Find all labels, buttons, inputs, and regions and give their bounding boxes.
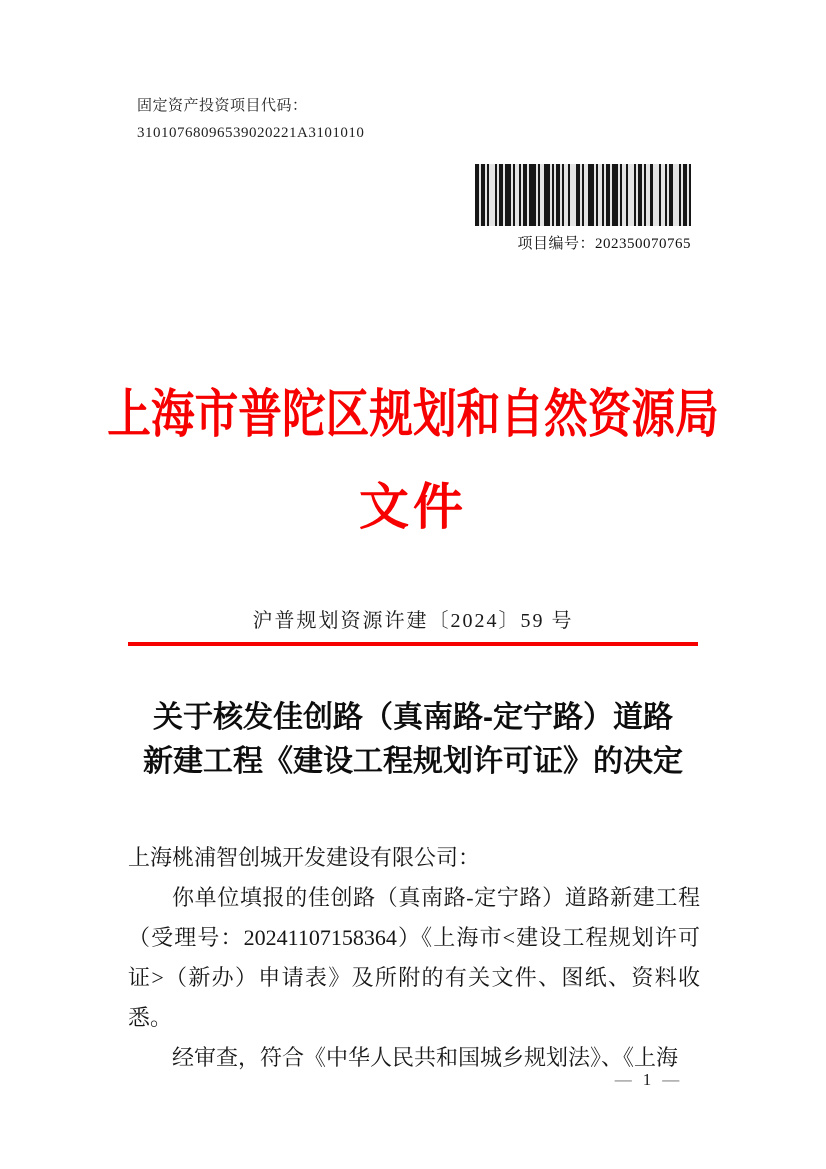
project-number-value: 202350070765 xyxy=(595,236,691,252)
salutation: 上海桃浦智创城开发建设有限公司： xyxy=(128,845,481,870)
red-divider-line xyxy=(128,642,698,646)
document-reference-number: 沪普规划资源许建〔2024〕59 号 xyxy=(252,610,574,632)
body-paragraph-1: 你单位填报的佳创路（真南路-定宁路）道路新建工程（受理号：20241107158364）《上海市<建设工程规划许可证>（新办）申请表》及所附的有关文件、图纸、资料收悉。 xyxy=(128,885,700,1030)
barcode-icon xyxy=(475,164,691,226)
document-title-line-1: 关于核发佳创路（真南路-定宁路）道路 xyxy=(153,701,673,734)
project-code-block xyxy=(137,93,364,147)
document-word: 文件 xyxy=(359,479,467,535)
page-number-dash-right: — xyxy=(662,1070,680,1089)
document-body xyxy=(128,838,700,1078)
project-number-label: 项目编号： xyxy=(517,236,595,252)
issuing-authority-name: 上海市普陀区规划和自然资源局 xyxy=(107,387,719,444)
barcode-block xyxy=(475,164,691,253)
project-number-line xyxy=(475,232,691,253)
page-number-value: 1 xyxy=(642,1070,652,1089)
project-code-label: 固定资产投资项目代码： xyxy=(137,98,308,114)
masthead xyxy=(0,388,826,534)
body-paragraph-2: 经审查，符合《中华人民共和国城乡规划法》、《上海 xyxy=(172,1045,679,1070)
page-number xyxy=(587,1070,707,1090)
project-code-value: 31010768096539020221A3101010 xyxy=(137,125,365,141)
document-title xyxy=(43,696,783,784)
document-title-line-2: 新建工程《建设工程规划许可证》的决定 xyxy=(143,745,683,778)
page-number-dash-left: — xyxy=(614,1070,632,1089)
